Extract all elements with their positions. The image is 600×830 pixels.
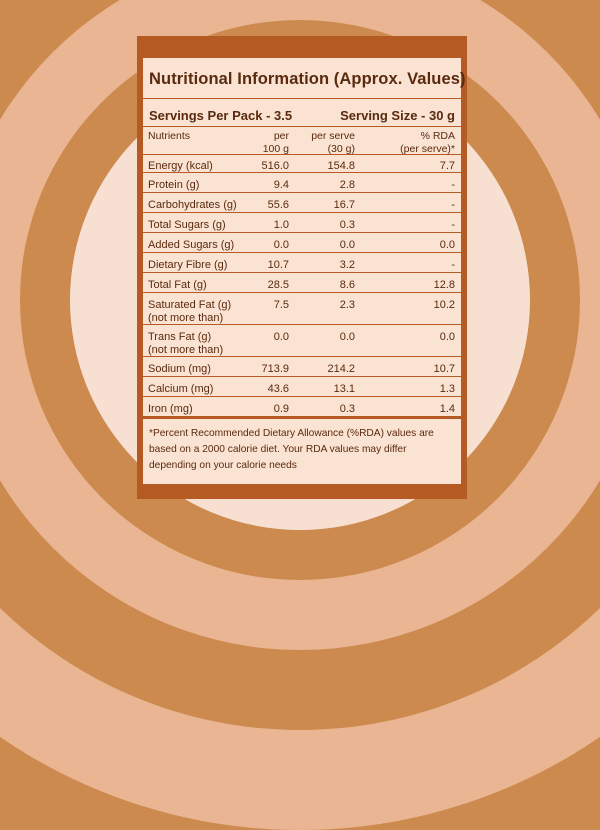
value-per-serve: 0.3 — [339, 219, 355, 231]
row-divider — [143, 252, 461, 253]
nutrient-label: Dietary Fibre (g) — [148, 259, 228, 271]
header-rda: % RDA (per serve)* — [400, 130, 455, 155]
value-per-100g: 10.7 — [267, 259, 289, 271]
row-divider — [143, 292, 461, 293]
value-rda: - — [451, 219, 455, 231]
value-rda: - — [451, 199, 455, 211]
row-divider — [143, 154, 461, 155]
row-divider — [143, 232, 461, 233]
nutrient-name — [148, 179, 199, 192]
nutrient-name — [148, 403, 193, 416]
nutrient-name — [148, 383, 213, 396]
value-per-100g: 9.4 — [273, 179, 289, 191]
value-rda: - — [451, 259, 455, 271]
divider — [143, 98, 461, 99]
nutrient-name — [148, 299, 231, 325]
nutrient-label: Saturated Fat (g) — [148, 299, 232, 311]
row-divider — [143, 272, 461, 273]
value-per-serve: 2.3 — [339, 299, 355, 311]
nutrient-label: Added Sugars (g) — [148, 239, 235, 251]
value-per-100g: 43.6 — [267, 383, 289, 395]
value-per-serve: 154.8 — [327, 160, 355, 172]
nutrient-label: Energy (kcal) — [148, 160, 213, 172]
nutrient-label: Total Fat (g) — [148, 279, 207, 291]
row-divider — [143, 356, 461, 357]
value-per-100g: 55.6 — [267, 199, 289, 211]
nutrient-name — [148, 259, 227, 272]
header-per-serve: per serve (30 g) — [311, 130, 355, 155]
row-divider — [143, 396, 461, 397]
value-rda: 1.3 — [439, 383, 455, 395]
value-rda: 0.0 — [439, 239, 455, 251]
section-divider — [143, 417, 461, 419]
nutrient-label: Sodium (mg) — [148, 363, 211, 375]
header-per100: per 100 g — [262, 130, 289, 155]
value-per-100g: 0.0 — [273, 331, 289, 343]
divider — [143, 126, 461, 127]
nutrient-label: Trans Fat (g) — [148, 331, 212, 343]
nutrient-name — [148, 331, 223, 357]
nutrient-name — [148, 279, 207, 292]
value-rda: 7.7 — [439, 160, 455, 172]
nutrient-name — [148, 239, 234, 252]
value-per-serve: 2.8 — [339, 179, 355, 191]
value-rda: - — [451, 179, 455, 191]
value-rda: 10.7 — [433, 363, 455, 375]
nutrient-qualifier: (not more than) — [148, 312, 224, 324]
nutrient-name — [148, 199, 237, 212]
nutrient-qualifier: (not more than) — [148, 344, 224, 356]
footnote: *Percent Recommended Dietary Allowance (%RDA) values are based on a 2000 calorie diet. Your RDA values may differ depending on your calorie needs — [149, 428, 434, 471]
value-per-serve: 16.7 — [333, 199, 355, 211]
value-per-100g: 713.9 — [261, 363, 289, 375]
nutrient-label: Protein (g) — [148, 179, 200, 191]
row-divider — [143, 192, 461, 193]
label-title: Nutritional Information (Approx. Values) — [149, 70, 466, 88]
serving-size: Serving Size - 30 g — [340, 108, 455, 123]
nutrient-name — [148, 363, 211, 376]
value-per-100g: 7.5 — [273, 299, 289, 311]
value-per-serve: 8.6 — [339, 279, 355, 291]
value-per-100g: 0.9 — [273, 403, 289, 415]
value-rda: 12.8 — [433, 279, 455, 291]
value-per-serve: 214.2 — [327, 363, 355, 375]
row-divider — [143, 212, 461, 213]
nutrient-label: Carbohydrates (g) — [148, 199, 237, 211]
value-per-100g: 516.0 — [261, 160, 289, 172]
value-per-serve: 0.0 — [339, 239, 355, 251]
value-per-100g: 1.0 — [273, 219, 289, 231]
header-nutrients: Nutrients — [148, 130, 191, 142]
value-rda: 0.0 — [439, 331, 455, 343]
value-per-serve: 0.3 — [339, 403, 355, 415]
nutrient-label: Total Sugars (g) — [148, 219, 226, 231]
nutrient-label: Iron (mg) — [148, 403, 193, 415]
value-per-serve: 0.0 — [339, 331, 355, 343]
row-divider — [143, 376, 461, 377]
row-divider — [143, 324, 461, 325]
servings-per-pack: Servings Per Pack - 3.5 — [149, 108, 293, 123]
nutrient-name — [148, 219, 226, 232]
nutrition-panel — [143, 58, 466, 484]
value-per-serve: 3.2 — [339, 259, 355, 271]
row-divider — [143, 172, 461, 173]
value-rda: 10.2 — [433, 299, 455, 311]
value-rda: 1.4 — [439, 403, 455, 415]
nutrient-label: Calcium (mg) — [148, 383, 214, 395]
nutrition-label — [137, 36, 467, 499]
value-per-serve: 13.1 — [333, 383, 355, 395]
value-per-100g: 0.0 — [273, 239, 289, 251]
value-per-100g: 28.5 — [267, 279, 289, 291]
